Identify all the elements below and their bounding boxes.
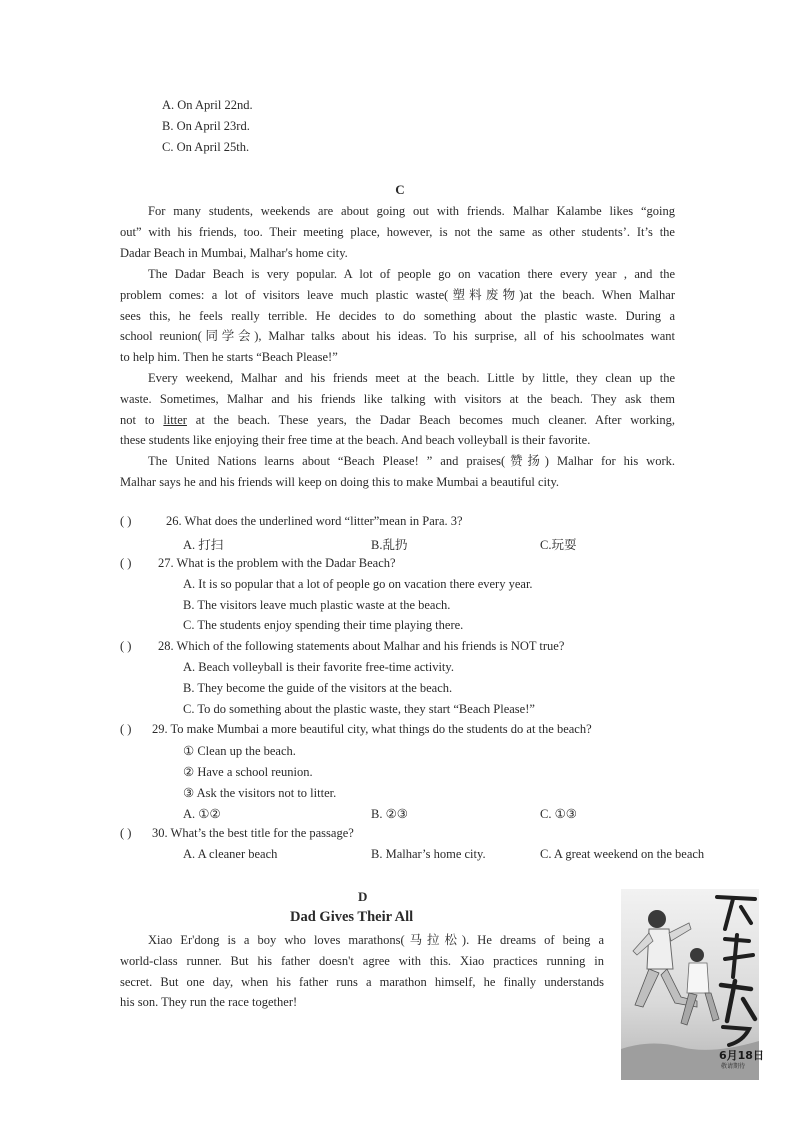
passage-d-paragraph [120,930,604,1013]
text-line: waste. Sometimes, Malhar and his friends like talking with visitors at the beach. They ask them [120,391,675,406]
section-d-heading: D [358,889,368,904]
q28-option-b: B. They become the guide of the visitors at the beach. [183,681,453,695]
text-line: secret. But one day, when his father runs a marathon himself, he finally understands [120,974,604,989]
text-line: Xiao Er'dong is a boy who loves marathons(马拉松). He dreams of being a [148,933,604,947]
q27-option-a: A. It is so popular that a lot of people go on vacation there every year. [183,577,533,591]
answer-blank-28[interactable]: ( ) [120,639,132,653]
q29-option-c: C. ①③ [540,807,577,821]
poster-title [713,891,757,892]
passage-c-paragraph-1 [120,201,675,263]
question-29: 29. To make Mumbai a more beautiful city, what things do the students do at the beach? [152,722,592,736]
passage-c-paragraph-3 [120,368,675,451]
passage-c-paragraph-2 [120,264,675,368]
q29-option-a: A. ①② [183,807,221,821]
question-28: 28. Which of the following statements about Malhar and his friends is NOT true? [158,639,565,653]
text-line: not to litter at the beach. These years, the Dadar Beach becomes much cleaner. After working, [120,412,675,427]
q26-option-a: A. 打扫 [183,538,224,552]
passage-c-paragraph-4 [120,451,675,493]
text-line: these students like enjoying their free time at the beach. And beach volleyball is their favorite. [120,433,591,448]
q27-option-b: B. The visitors leave much plastic waste at the beach. [183,598,451,612]
answer-blank-29[interactable]: ( ) [120,722,132,736]
text-line: Dadar Beach in Mumbai, Malhar's home city. [120,245,348,260]
question-27: 27. What is the problem with the Dadar Beach? [158,556,396,570]
text-line: school reunion(同学会), Malhar talks about his ideas. To his surprise, all of his schoolmates want [120,329,675,344]
answer-blank-30[interactable]: ( ) [120,826,132,840]
q30-option-b: B. Malhar’s home city. [371,847,486,861]
q28-option-c: C. To do something about the plastic waste, they start “Beach Please!” [183,702,535,716]
q27-option-c: C. The students enjoy spending their time playing there. [183,618,464,632]
q30-option-a: A. A cleaner beach [183,847,278,861]
option-b: B. On April 23rd. [162,119,250,133]
text-line: out” with his friends, too. Their meeting place, however, is not the same as other students’. It’s the [120,224,675,239]
q29-item-2: ② Have a school reunion. [183,765,313,779]
q26-option-c: C.玩耍 [540,538,577,552]
text-line: to help him. Then he starts “Beach Please!” [120,350,338,365]
poster-date-subtitle: 敬请期待 [721,1063,746,1070]
text-line: Every weekend, Malhar and his friends meet at the beach. Little by little, they clean up the [148,371,675,385]
q29-option-b: B. ②③ [371,807,408,821]
q29-item-1: ① Clean up the beach. [183,744,296,758]
option-c: C. On April 25th. [162,140,250,154]
text-line: his son. They run the race together! [120,995,298,1010]
text-line: problem comes: a lot of visitors leave much plastic waste(塑料废物)at the beach. When Malhar [120,287,675,302]
underlined-word-litter: litter [163,412,187,427]
section-d-title: Dad Gives Their All [290,909,414,925]
q26-option-b: B.乱扔 [371,538,408,552]
answer-blank-27[interactable]: ( ) [120,556,132,570]
q29-item-3: ③ Ask the visitors not to litter. [183,786,337,800]
text-line: world-class runner. But his father doesn't agree with this. Xiao practices running in [120,953,604,968]
answer-blank-26[interactable]: ( ) [120,514,132,528]
poster-release-date: 6月18日 [719,1049,764,1062]
text-line: The United Nations learns about “Beach Please! ” and praises(赞扬) Malhar for his work. [148,454,675,468]
text-line: sees this, he feels really terrible. He decides to do something about the plastic waste. During a [120,308,675,323]
question-26: 26. What does the underlined word “litter”mean in Para. 3? [166,514,463,528]
text-line: The Dadar Beach is very popular. A lot of people go on vacation there every year , and the [148,267,675,281]
q28-option-a: A. Beach volleyball is their favorite free-time activity. [183,660,454,674]
text-line: Malhar says he and his friends will keep on doing this to make Mumbai a beautiful city. [120,474,560,489]
section-c-heading: C [395,182,405,197]
question-30: 30. What’s the best title for the passage? [152,826,354,840]
text-line: For many students, weekends are about going out with friends. Malhar Kalambe likes “going [148,204,675,218]
option-a: A. On April 22nd. [162,98,253,112]
q30-option-c: C. A great weekend on the beach [540,847,705,861]
movie-poster-image [621,889,764,1080]
